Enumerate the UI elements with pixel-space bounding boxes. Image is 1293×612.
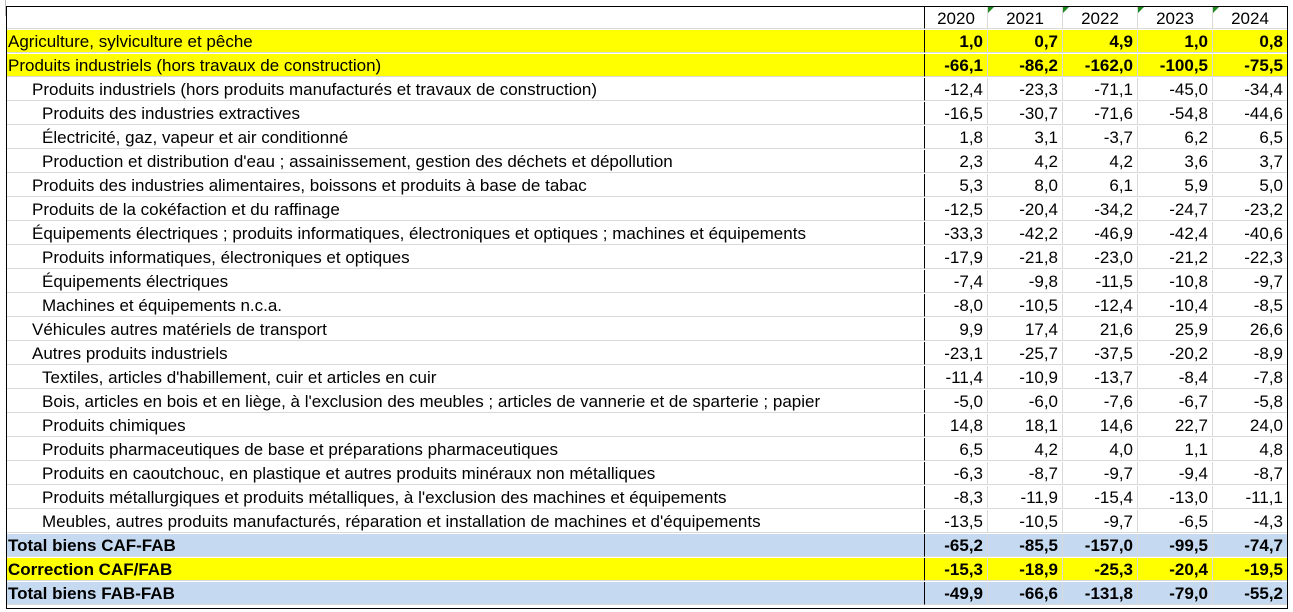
row-label-cell[interactable]: Produits industriels (hors produits manufacturés et travaux de construction) [6,78,925,101]
value-cell-2023[interactable]: -79,0 [1138,582,1213,605]
value-cell-2022[interactable]: 21,6 [1063,318,1138,341]
row-label-cell[interactable]: Produits industriels (hors travaux de construction) [6,54,925,77]
value-cell-2024[interactable]: -5,8 [1213,390,1288,413]
row-label-cell[interactable]: Textiles, articles d'habillement, cuir et articles en cuir [6,366,925,389]
row-label-cell[interactable]: Bois, articles en bois et en liège, à l'exclusion des meubles ; articles de vannerie et de sparterie ; papier [6,390,925,413]
table-row [0,390,1293,414]
row-label-cell[interactable]: Produits informatiques, électroniques et optiques [6,246,925,269]
value-cell-2022[interactable]: -131,8 [1063,582,1138,605]
value-cell-2020[interactable]: 1,8 [925,126,988,149]
value-cell-2021[interactable]: -86,2 [988,54,1063,77]
table-row [0,78,1293,102]
table-row [0,174,1293,198]
value-cell-2024[interactable]: -7,8 [1213,366,1288,389]
value-cell-2022[interactable]: 6,1 [1063,174,1138,197]
value-cell-2023[interactable]: -10,4 [1138,294,1213,317]
row-label-cell[interactable]: Autres produits industriels [6,342,925,365]
value-cell-2021[interactable]: -10,5 [988,294,1063,317]
row-label-cell[interactable]: Équipements électriques ; produits informatiques, électroniques et optiques ; machines et équipements [6,222,925,245]
value-cell-2022[interactable]: -162,0 [1063,54,1138,77]
value-cell-2024[interactable]: -23,2 [1213,198,1288,221]
value-cell-2021[interactable]: 17,4 [988,318,1063,341]
value-cell-2023[interactable]: 1,0 [1138,30,1213,53]
value-cell-2023[interactable]: -6,5 [1138,510,1213,533]
value-cell-2020[interactable]: -33,3 [925,222,988,245]
value-cell-2023[interactable]: 3,6 [1138,150,1213,173]
value-cell-2023[interactable]: -20,2 [1138,342,1213,365]
value-cell-2024[interactable]: 6,5 [1213,126,1288,149]
value-cell-2023[interactable]: 25,9 [1138,318,1213,341]
value-cell-2023[interactable]: -42,4 [1138,222,1213,245]
value-cell-2023[interactable]: 6,2 [1138,126,1213,149]
value-cell-2021[interactable]: -30,7 [988,102,1063,125]
value-cell-2022[interactable]: 4,0 [1063,438,1138,461]
value-cell-2024[interactable]: -8,7 [1213,462,1288,485]
value-cell-2024[interactable]: 24,0 [1213,414,1288,437]
value-cell-2024[interactable]: -55,2 [1213,582,1288,605]
value-cell-2023[interactable]: 1,1 [1138,438,1213,461]
value-cell-2022[interactable]: -15,4 [1063,486,1138,509]
value-cell-2024[interactable]: -44,6 [1213,102,1288,125]
row-label-cell[interactable]: Production et distribution d'eau ; assainissement, gestion des déchets et dépollution [6,150,925,173]
value-cell-2021[interactable]: -10,5 [988,510,1063,533]
table-row [0,486,1293,510]
value-cell-2021[interactable]: -6,0 [988,390,1063,413]
table-row [0,30,1293,54]
table-row [0,342,1293,366]
cell-note-marker-icon [988,7,994,13]
value-cell-2021[interactable]: -20,4 [988,198,1063,221]
value-cell-2020[interactable]: -12,4 [925,78,988,101]
value-cell-2023[interactable]: -20,4 [1138,558,1213,581]
row-label-cell[interactable]: Produits des industries extractives [6,102,925,125]
table-row [0,318,1293,342]
value-cell-2021[interactable]: -10,9 [988,366,1063,389]
year-header-2022[interactable]: 2022 [1063,6,1138,29]
value-cell-2020[interactable]: 9,9 [925,318,988,341]
value-cell-2020[interactable]: -12,5 [925,198,988,221]
table-row [0,462,1293,486]
table-row [0,366,1293,390]
value-cell-2021[interactable]: -66,6 [988,582,1063,605]
value-cell-2020[interactable]: -16,5 [925,102,988,125]
row-label-cell[interactable]: Produits des industries alimentaires, boissons et produits à base de tabac [6,174,925,197]
table-row [0,294,1293,318]
value-cell-2023[interactable]: 22,7 [1138,414,1213,437]
value-cell-2024[interactable]: -19,5 [1213,558,1288,581]
value-cell-2020[interactable]: 14,8 [925,414,988,437]
value-cell-2021[interactable]: 0,7 [988,30,1063,53]
value-cell-2023[interactable]: -24,7 [1138,198,1213,221]
value-cell-2021[interactable]: 3,1 [988,126,1063,149]
value-cell-2023[interactable]: -99,5 [1138,534,1213,557]
value-cell-2024[interactable]: 4,8 [1213,438,1288,461]
row-label-cell[interactable]: Produits chimiques [6,414,925,437]
value-cell-2020[interactable]: 2,3 [925,150,988,173]
value-cell-2022[interactable]: -7,6 [1063,390,1138,413]
value-cell-2022[interactable]: -34,2 [1063,198,1138,221]
value-cell-2022[interactable]: 14,6 [1063,414,1138,437]
value-cell-2024[interactable]: -22,3 [1213,246,1288,269]
value-cell-2022[interactable]: 4,9 [1063,30,1138,53]
table-row [0,558,1293,582]
value-cell-2024[interactable]: -9,7 [1213,270,1288,293]
value-cell-2024[interactable]: 5,0 [1213,174,1288,197]
table-row [0,246,1293,270]
cell-note-marker-icon [1138,7,1144,13]
cell-note-marker-icon [1213,7,1219,13]
value-cell-2022[interactable]: -37,5 [1063,342,1138,365]
value-cell-2021[interactable]: -9,8 [988,270,1063,293]
value-cell-2023[interactable]: 5,9 [1138,174,1213,197]
year-header-2024[interactable]: 2024 [1213,6,1288,29]
value-cell-2022[interactable]: -23,0 [1063,246,1138,269]
table-row [0,510,1293,534]
table-row [0,534,1293,558]
value-cell-2024[interactable]: -34,4 [1213,78,1288,101]
value-cell-2024[interactable]: -75,5 [1213,54,1288,77]
value-cell-2022[interactable]: -46,9 [1063,222,1138,245]
value-cell-2021[interactable]: -8,7 [988,462,1063,485]
value-cell-2022[interactable]: -157,0 [1063,534,1138,557]
value-cell-2023[interactable]: -21,2 [1138,246,1213,269]
value-cell-2020[interactable]: -11,4 [925,366,988,389]
value-cell-2021[interactable]: 4,2 [988,438,1063,461]
table-row [0,126,1293,150]
value-cell-2021[interactable]: -21,8 [988,246,1063,269]
value-cell-2021[interactable]: -42,2 [988,222,1063,245]
cell-note-marker-icon [1063,7,1069,13]
value-cell-2021[interactable]: -23,3 [988,78,1063,101]
year-header-2021[interactable]: 2021 [988,6,1063,29]
value-cell-2022[interactable]: -71,1 [1063,78,1138,101]
value-cell-2020[interactable]: -6,3 [925,462,988,485]
value-cell-2023[interactable]: -13,0 [1138,486,1213,509]
row-label-cell[interactable]: Produits métallurgiques et produits métalliques, à l'exclusion des machines et équipements [6,486,925,509]
value-cell-2024[interactable]: -74,7 [1213,534,1288,557]
value-cell-2021[interactable]: -25,7 [988,342,1063,365]
row-label-cell[interactable]: Produits de la cokéfaction et du raffinage [6,198,925,221]
row-label-cell[interactable]: Correction CAF/FAB [6,558,925,581]
value-cell-2020[interactable]: -66,1 [925,54,988,77]
value-cell-2023[interactable]: -45,0 [1138,78,1213,101]
header-empty-cell[interactable] [6,6,925,29]
row-label-cell[interactable]: Équipements électriques [6,270,925,293]
value-cell-2023[interactable]: -8,4 [1138,366,1213,389]
header-row [0,6,1293,30]
value-cell-2020[interactable]: -17,9 [925,246,988,269]
value-cell-2020[interactable]: -23,1 [925,342,988,365]
row-label-cell[interactable]: Total biens CAF-FAB [6,534,925,557]
row-label-cell[interactable]: Électricité, gaz, vapeur et air conditionné [6,126,925,149]
row-label-cell[interactable]: Machines et équipements n.c.a. [6,294,925,317]
value-cell-2020[interactable]: -8,0 [925,294,988,317]
value-cell-2021[interactable]: 8,0 [988,174,1063,197]
value-cell-2023[interactable]: -54,8 [1138,102,1213,125]
table-row [0,270,1293,294]
table-row [0,198,1293,222]
value-cell-2022[interactable]: -71,6 [1063,102,1138,125]
year-header-2020[interactable]: 2020 [925,6,988,29]
value-cell-2024[interactable]: -8,5 [1213,294,1288,317]
value-cell-2024[interactable]: -8,9 [1213,342,1288,365]
value-cell-2022[interactable]: -9,7 [1063,510,1138,533]
value-cell-2022[interactable]: -12,4 [1063,294,1138,317]
value-cell-2023[interactable]: -10,8 [1138,270,1213,293]
value-cell-2022[interactable]: -25,3 [1063,558,1138,581]
row-label-cell[interactable]: Agriculture, sylviculture et pêche [6,30,925,53]
value-cell-2023[interactable]: -6,7 [1138,390,1213,413]
value-cell-2024[interactable]: 0,8 [1213,30,1288,53]
value-cell-2020[interactable]: -49,9 [925,582,988,605]
value-cell-2022[interactable]: 4,2 [1063,150,1138,173]
table-row [0,438,1293,462]
table-row [0,582,1293,606]
value-cell-2024[interactable]: -40,6 [1213,222,1288,245]
row-label-cell[interactable]: Total biens FAB-FAB [6,582,925,605]
value-cell-2024[interactable]: -4,3 [1213,510,1288,533]
row-label-cell[interactable]: Meubles, autres produits manufacturés, réparation et installation de machines et d'équipements [6,510,925,533]
value-cell-2020[interactable]: -65,2 [925,534,988,557]
row-label-cell[interactable]: Produits pharmaceutiques de base et préparations pharmaceutiques [6,438,925,461]
value-cell-2021[interactable]: 4,2 [988,150,1063,173]
value-cell-2024[interactable]: -11,1 [1213,486,1288,509]
table-row [0,150,1293,174]
value-cell-2021[interactable]: -11,9 [988,486,1063,509]
value-cell-2020[interactable]: -8,3 [925,486,988,509]
value-cell-2020[interactable]: -7,4 [925,270,988,293]
value-cell-2020[interactable]: 6,5 [925,438,988,461]
table-row [0,414,1293,438]
value-cell-2022[interactable]: -3,7 [1063,126,1138,149]
value-cell-2022[interactable]: -11,5 [1063,270,1138,293]
value-cell-2022[interactable]: -13,7 [1063,366,1138,389]
row-label-cell[interactable]: Produits en caoutchouc, en plastique et autres produits minéraux non métalliques [6,462,925,485]
table-row [0,102,1293,126]
value-cell-2023[interactable]: -100,5 [1138,54,1213,77]
row-label-cell[interactable]: Véhicules autres matériels de transport [6,318,925,341]
table-row [0,222,1293,246]
value-cell-2020[interactable]: 1,0 [925,30,988,53]
value-cell-2024[interactable]: 26,6 [1213,318,1288,341]
value-cell-2023[interactable]: -9,4 [1138,462,1213,485]
value-cell-2024[interactable]: 3,7 [1213,150,1288,173]
value-cell-2020[interactable]: -15,3 [925,558,988,581]
table-row [0,54,1293,78]
value-cell-2021[interactable]: -85,5 [988,534,1063,557]
value-cell-2021[interactable]: -18,9 [988,558,1063,581]
value-cell-2020[interactable]: 5,3 [925,174,988,197]
value-cell-2022[interactable]: -9,7 [1063,462,1138,485]
value-cell-2021[interactable]: 18,1 [988,414,1063,437]
value-cell-2020[interactable]: -5,0 [925,390,988,413]
value-cell-2020[interactable]: -13,5 [925,510,988,533]
year-header-2023[interactable]: 2023 [1138,6,1213,29]
